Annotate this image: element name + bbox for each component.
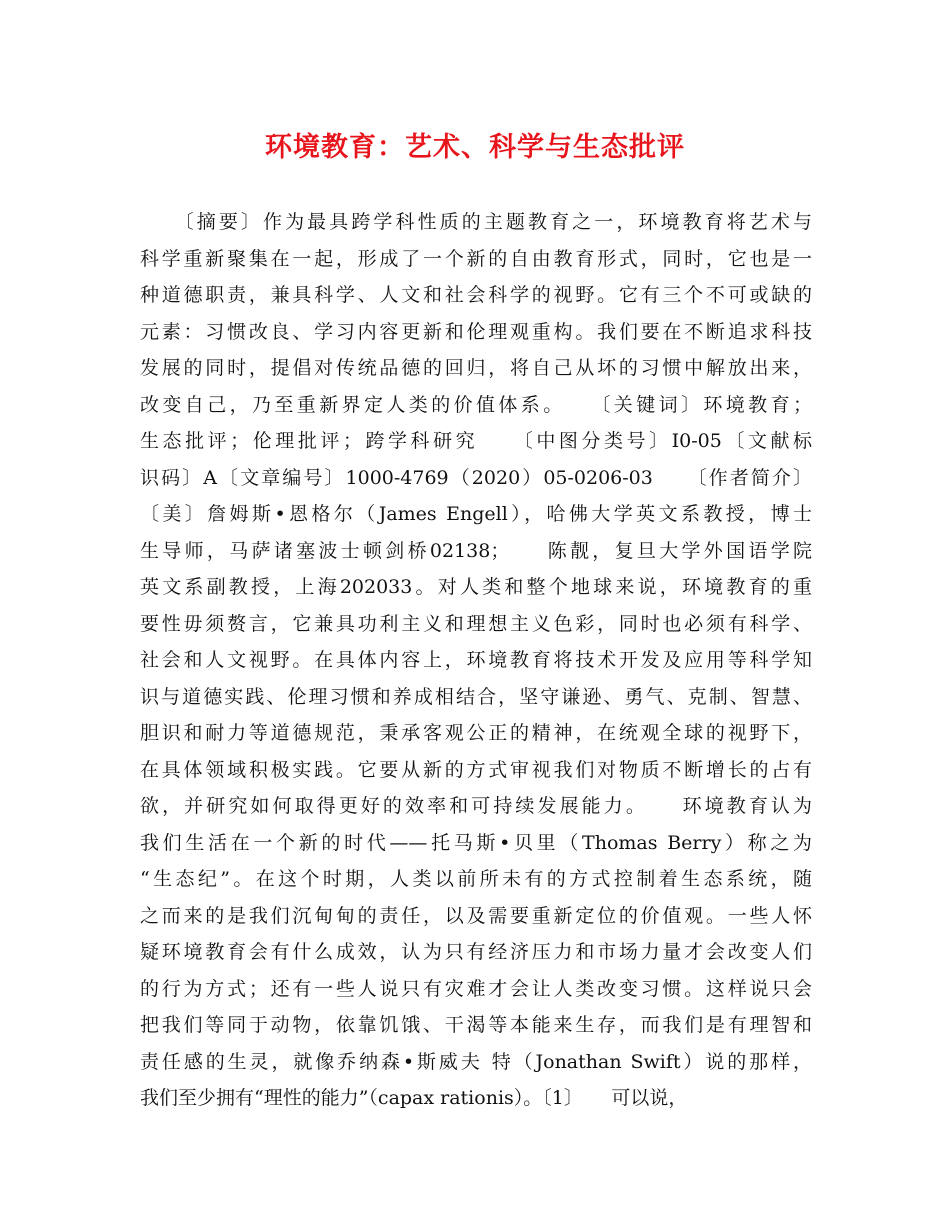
body-line: 疑环境教育会有什么成效，认为只有经济压力和市场力量才会改变人们 <box>140 941 812 963</box>
body-line: 种道德职责，兼具科学、人文和社会科学的视野。它有三个不可或缺的 <box>140 284 812 306</box>
body-line: 生导师，马萨诸塞波士顿剑桥02138； 陈靓，复旦大学外国语学院 <box>140 539 812 562</box>
page-title: 环境教育：艺术、科学与生态批评 <box>265 132 685 163</box>
body-line: 识与道德实践、伦理习惯和养成相结合，坚守谦逊、勇气、克制、智慧、 <box>140 685 812 708</box>
body-line: 的行为方式；还有一些人说只有灾难才会让人类改变习惯。这样说只会 <box>140 977 812 1000</box>
body-line: 发展的同时，提倡对传统品德的回归，将自己从坏的习惯中解放出来， <box>140 357 812 379</box>
body-line: “生态纪”。在这个时期，人类以前所未有的方式控制着生态系统，随 <box>140 868 812 890</box>
body-line: 改变自己，乃至重新界定人类的价值体系。 〔关键词〕环境教育； <box>140 393 812 416</box>
body-line: 在具体领域积极实践。它要从新的方式审视我们对物质不断增长的占有 <box>140 758 812 781</box>
body-line: 〔美〕詹姆斯•恩格尔（James Engell），哈佛大学英文系教授，博士 <box>140 503 812 525</box>
body-line: 〔摘要〕作为最具跨学科性质的主题教育之一，环境教育将艺术与 <box>140 211 812 233</box>
body-line: 生态批评；伦理批评；跨学科研究 〔中图分类号〕I0-05〔文献标 <box>140 430 812 452</box>
body-line: 科学重新聚集在一起，形成了一个新的自由教育形式，同时，它也是一 <box>140 247 812 270</box>
body-line: 我们生活在一个新的时代——托马斯•贝里（Thomas Berry）称之为 <box>140 831 812 854</box>
body-line: 胆识和耐力等道德规范，秉承客观公正的精神，在统观全球的视野下， <box>140 722 812 744</box>
body-line: 要性毋须赘言，它兼具功利主义和理想主义色彩，同时也必须有科学、 <box>140 612 812 635</box>
body-line: 英文系副教授，上海202033。对人类和整个地球来说，环境教育的重 <box>140 576 812 598</box>
body-line: 元素：习惯改良、学习内容更新和伦理观重构。我们要在不断追求科技 <box>140 320 812 343</box>
article-body <box>140 204 812 1117</box>
body-line: 我们至少拥有“理性的能力”（capax rationis）。〔1〕 可以说， <box>140 1087 688 1109</box>
body-line: 社会和人文视野。在具体内容上，环境教育将技术开发及应用等科学知 <box>140 649 812 671</box>
body-line: 欲，并研究如何取得更好的效率和可持续发展能力。 环境教育认为 <box>140 795 812 817</box>
body-line: 之而来的是我们沉甸甸的责任，以及需要重新定位的价值观。一些人怀 <box>140 904 812 927</box>
body-line: 责任感的生灵，就像乔纳森•斯威夫 特（Jonathan Swift）说的那样， <box>140 1050 812 1073</box>
body-line: 识码〕A〔文章编号〕1000-4769（2020）05-0206-03 〔作者简介〕 <box>140 466 812 489</box>
body-line: 把我们等同于动物，依靠饥饿、干渴等本能来生存，而我们是有理智和 <box>140 1014 812 1036</box>
